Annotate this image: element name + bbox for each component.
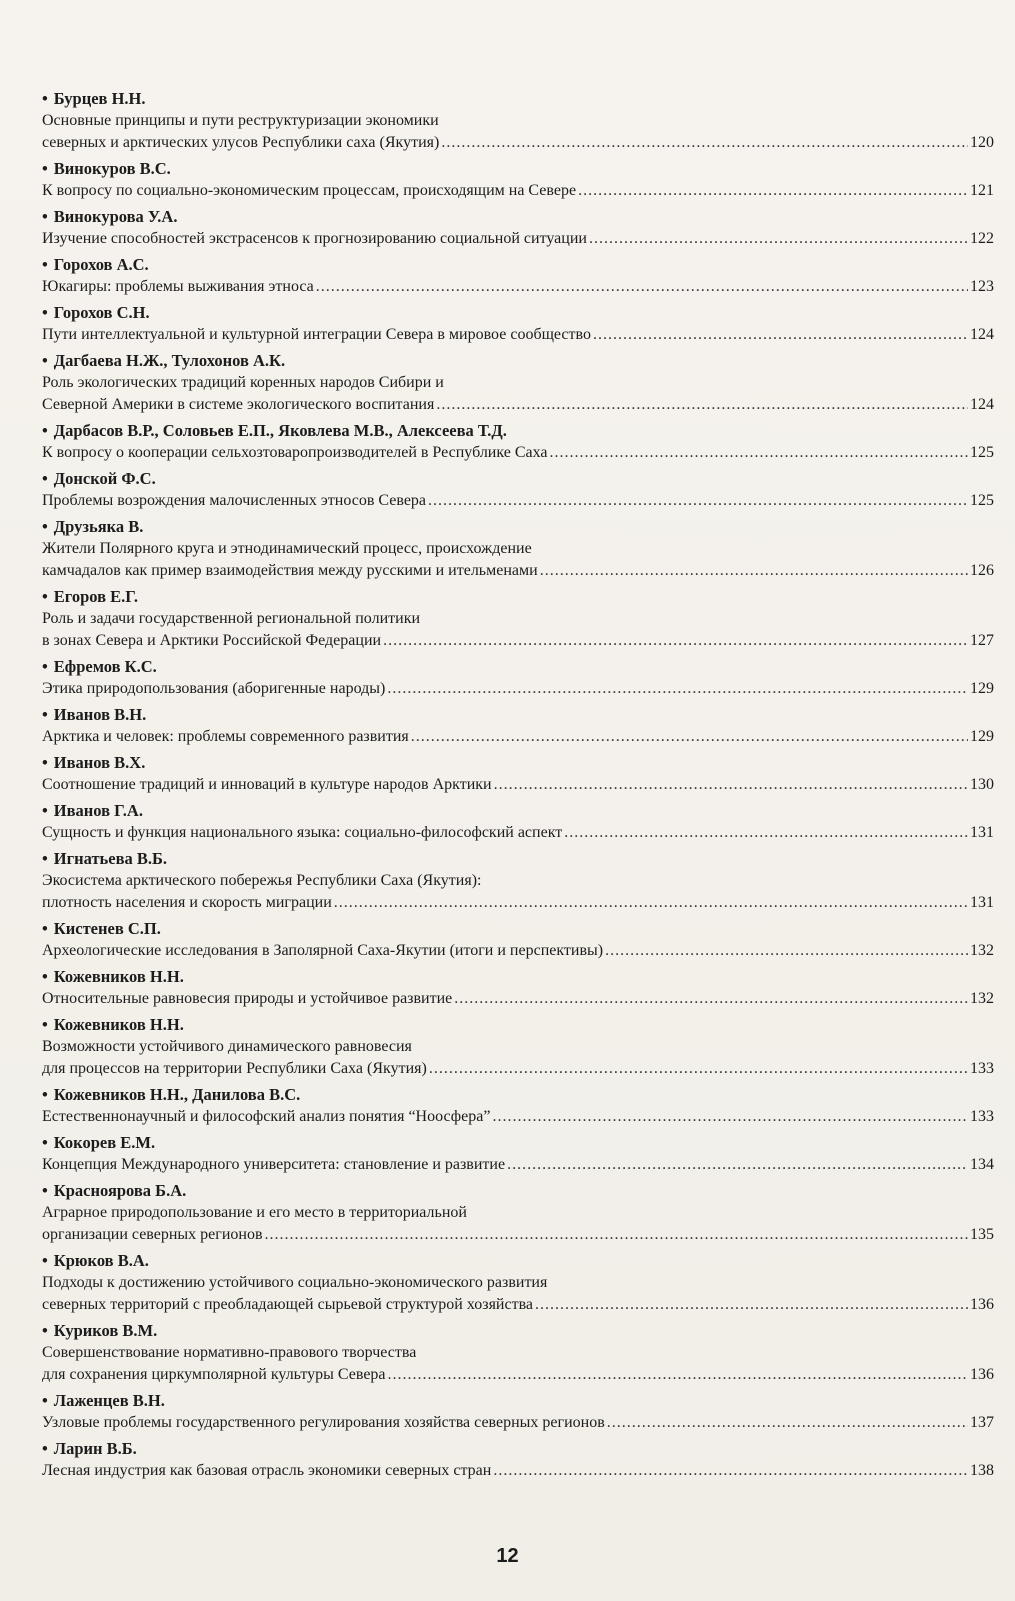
entry-title-line: Роль и задачи государственной региональной политики [42,610,421,627]
entry-author: • Куриков В.М. [42,1320,994,1342]
entry-title-row [42,180,994,202]
entry-title-line: Подходы к достижению устойчивого социально-экономического развития [42,1274,548,1291]
entry-author: • Друзьяка В. [42,516,994,538]
entry-page: 136 [970,1296,994,1313]
entry-author: • Егоров Е.Г. [42,586,994,608]
entry-title-row [42,1106,994,1128]
entry-author: • Кожевников Н.Н., Данилова В.С. [42,1084,994,1106]
entry-page: 134 [970,1156,994,1173]
entry-title-row [42,1364,994,1386]
entry-title-line: Проблемы возрождения малочисленных этносов Севера [42,492,427,509]
entry-title-line: Совершенствование нормативно-правового творчества [42,1344,417,1361]
entry-author: • Крюков В.А. [42,1250,994,1272]
entry-author: • Горохов С.Н. [42,302,994,324]
entry-title-row [42,678,994,700]
entry-page: 126 [970,562,994,579]
dot-leader [578,180,968,202]
dot-leader [316,276,968,298]
entry-title-line: К вопросу о кооперации сельхозтоваропроизводителей в Республике Саха [42,444,548,461]
entry-author: • Винокурова У.А. [42,206,994,228]
entry-title-row [42,940,994,962]
entry-author: • Иванов В.Н. [42,704,994,726]
entry-author: • Кокорев Е.М. [42,1132,994,1154]
dot-leader [387,678,968,700]
entry-page: 122 [970,230,994,247]
toc-entry [42,966,994,1010]
entry-title-line: Роль экологических традиций коренных народов Сибири и [42,374,444,391]
entry-title-row [42,276,994,298]
entry-author: • Дагбаева Н.Ж., Тулохонов А.К. [42,350,994,372]
toc-entry [42,1084,994,1128]
entry-author: • Дарбасов В.Р., Соловьев Е.П., Яковлева М.В., Алексеева Т.Д. [42,420,994,442]
entry-title-row [42,1154,994,1176]
entry-title-line: Арктика и человек: проблемы современного развития [42,728,409,745]
toc-entry [42,468,994,512]
entry-title-line: Концепция Международного университета: становление и развитие [42,1156,506,1173]
entry-title-line: Пути интеллектуальной и культурной интеграции Севера в мировое сообщество [42,326,591,343]
entry-author: • Кожевников Н.Н. [42,1014,994,1036]
entry-title-row [42,988,994,1010]
entry-page: 124 [970,396,994,413]
toc-entry [42,752,994,796]
toc-entry [42,1180,994,1246]
toc-entry [42,350,994,416]
entry-title-row [42,822,994,844]
entry-title-line: Узловые проблемы государственного регулирования хозяйства северных регионов [42,1414,605,1431]
entry-author: • Иванов В.Х. [42,752,994,774]
entry-page: 131 [970,894,994,911]
entry-title-line: северных территорий с преобладающей сырьевой структурой хозяйства [42,1296,534,1313]
entry-title-row [42,1412,994,1434]
toc-entry [42,1250,994,1316]
toc-entry [42,1390,994,1434]
entry-title-line: Лесная индустрия как базовая отрасль экономики северных стран [42,1462,492,1479]
toc-entry [42,848,994,914]
dot-leader [334,892,968,914]
entry-title-line: организации северных регионов [42,1226,263,1243]
entry-title-line: Соотношение традиций и инноваций в культуре народов Арктики [42,776,492,793]
page-number: 12 [496,1545,519,1567]
dot-leader [492,1106,968,1128]
entry-title-row [42,892,994,914]
entry-title-line: К вопросу по социально-экономическим процессам, происходящим на Севере [42,182,577,199]
dot-leader [535,1294,968,1316]
entry-author: • Кожевников Н.Н. [42,966,994,988]
dot-leader [493,1460,968,1482]
entry-title-line: Относительные равновесия природы и устойчивое развитие [42,990,453,1007]
entry-page: 127 [970,632,994,649]
dot-leader [454,988,968,1010]
entry-title-row [42,1058,994,1080]
entry-author: • Винокуров В.С. [42,158,994,180]
dot-leader [383,630,968,652]
entry-title-row [42,228,994,250]
entry-title-line: плотность населения и скорость миграции [42,894,332,911]
dot-leader [411,726,968,748]
entry-page: 132 [970,942,994,959]
toc-entry [42,254,994,298]
dot-leader [540,560,968,582]
entry-author: • Горохов А.С. [42,254,994,276]
entry-page: 138 [970,1462,994,1479]
entry-page: 124 [970,326,994,343]
entry-title-line: Этика природопользования (аборигенные народы) [42,680,386,697]
entry-title-row [42,324,994,346]
entry-title-row [42,630,994,652]
entry-page: 133 [970,1060,994,1077]
entry-author: • Бурцев Н.Н. [42,88,994,110]
entry-title-line: Сущность и функция национального языка: социально-философский аспект [42,824,563,841]
entry-author: • Игнатьева В.Б. [42,848,994,870]
toc-entry [42,918,994,962]
entry-author: • Ефремов К.С. [42,656,994,678]
entry-page: 131 [970,824,994,841]
dot-leader [429,1058,968,1080]
dot-leader [607,1412,968,1434]
toc-entry [42,1014,994,1080]
entry-author: • Лаженцев В.Н. [42,1390,994,1412]
toc-entry [42,656,994,700]
entry-author: • Иванов Г.А. [42,800,994,822]
entry-title-line: Аграрное природопользование и его место в территориальной [42,1204,467,1221]
dot-leader [593,324,968,346]
toc-entry [42,1438,994,1482]
entry-title-line: Археологические исследования в Заполярной Саха-Якутии (итоги и перспективы) [42,942,604,959]
entry-title-line: для процессов на территории Республики Саха (Якутия) [42,1060,427,1077]
entry-author: • Кистенев С.П. [42,918,994,940]
entry-title-line: Изучение способностей экстрасенсов к прогнозированию социальной ситуации [42,230,587,247]
dot-leader [564,822,968,844]
entry-page: 120 [970,134,994,151]
toc-entry [42,704,994,748]
entry-title-line: Основные принципы и пути реструктуризации экономики [42,112,439,129]
entry-page: 129 [970,728,994,745]
toc-entry [42,302,994,346]
entry-page: 136 [970,1366,994,1383]
entry-title-line: Естественнонаучный и философский анализ понятия “Ноосфера” [42,1108,491,1125]
dot-leader [428,490,968,512]
entry-title-row [42,1460,994,1482]
toc-entry [42,800,994,844]
toc-entry [42,1320,994,1386]
toc-entry [42,206,994,250]
dot-leader [494,774,968,796]
dot-leader [265,1224,968,1246]
entry-page: 125 [970,444,994,461]
entry-title-line: Жители Полярного круга и этнодинамический процесс, происхождение [42,540,532,557]
entry-title-line: Юкагиры: проблемы выживания этноса [42,278,314,295]
entry-title-row [42,1294,994,1316]
entry-title-line: для сохранения циркумполярной культуры Севера [42,1366,386,1383]
entry-page: 121 [970,182,994,199]
toc-entry [42,420,994,464]
entry-title-row [42,442,994,464]
dot-leader [605,940,968,962]
entry-title-row [42,132,994,154]
dot-leader [441,132,968,154]
table-of-contents [42,88,994,1486]
entry-page: 125 [970,492,994,509]
entry-author: • Ларин В.Б. [42,1438,994,1460]
entry-title-row [42,1224,994,1246]
toc-entry [42,88,994,154]
entry-title-row [42,726,994,748]
dot-leader [436,394,968,416]
entry-page: 135 [970,1226,994,1243]
toc-entry [42,586,994,652]
entry-title-line: Северной Америки в системе экологического воспитания [42,396,435,413]
entry-title-row [42,774,994,796]
dot-leader [589,228,968,250]
entry-title-row [42,560,994,582]
entry-page: 133 [970,1108,994,1125]
entry-page: 132 [970,990,994,1007]
entry-title-line: северных и арктических улусов Республики саха (Якутия) [42,134,440,151]
toc-entry [42,516,994,582]
entry-title-row [42,490,994,512]
entry-title-line: Экосистема арктического побережья Республики Саха (Якутия): [42,872,482,889]
entry-title-line: камчадалов как пример взаимодействия между русскими и ительменами [42,562,538,579]
dot-leader [388,1364,968,1386]
entry-page: 129 [970,680,994,697]
dot-leader [507,1154,968,1176]
entry-page: 130 [970,776,994,793]
toc-entry [42,158,994,202]
entry-title-line: в зонах Севера и Арктики Российской Федерации [42,632,382,649]
entry-page: 137 [970,1414,994,1431]
toc-entry [42,1132,994,1176]
entry-author: • Красноярова Б.А. [42,1180,994,1202]
entry-author: • Донской Ф.С. [42,468,994,490]
dot-leader [550,442,969,464]
entry-page: 123 [970,278,994,295]
entry-title-row [42,394,994,416]
entry-title-line: Возможности устойчивого динамического равновесия [42,1038,412,1055]
